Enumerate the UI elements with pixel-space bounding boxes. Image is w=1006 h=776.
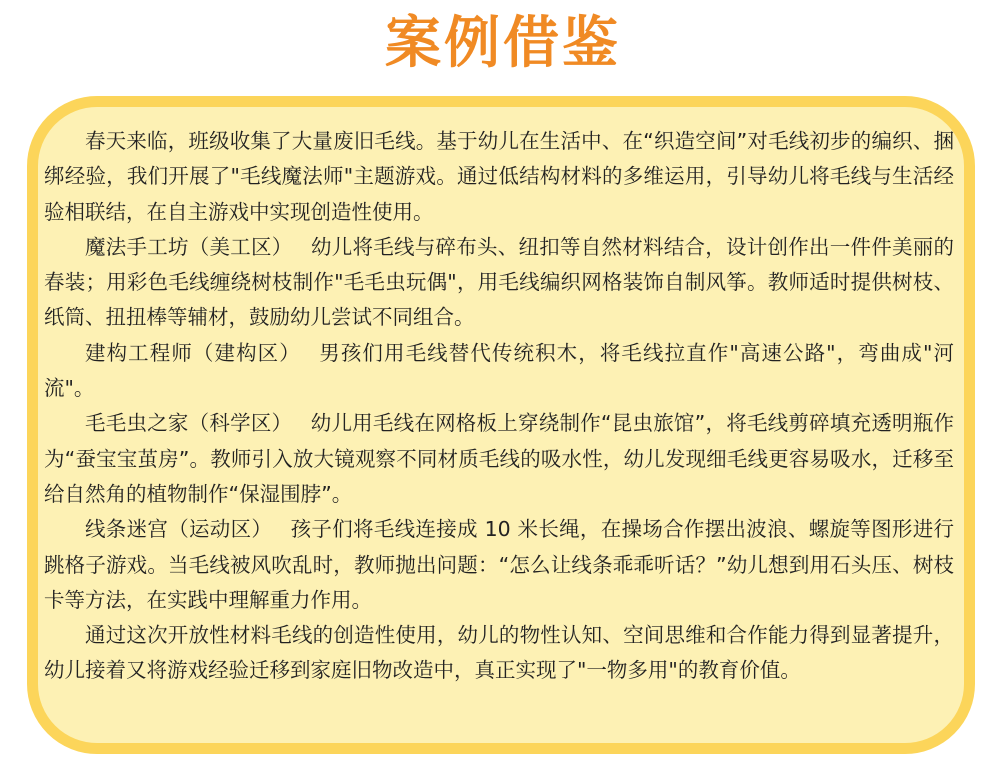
paragraph-art-area-heading: 魔法手工坊（美工区） [85, 234, 293, 259]
paragraph-science-area-heading: 毛毛虫之家（科学区） [85, 411, 293, 436]
paragraph-conclusion-text: 通过这次开放性材料毛线的创造性使用，幼儿的物性认知、空间思维和合作能力得到显著提升，幼儿接着又将游戏经验迁移到家庭旧物改造中，真正实现了"一物多用"的教育价值。 [44, 623, 954, 683]
paragraph-intro [44, 124, 954, 230]
paragraph-sports-area-heading: 线条迷宫（运动区） [85, 517, 273, 542]
paragraph-construction-area-text: 男孩们用毛线替代传统积木，将毛线拉直作"高速公路"，弯曲成"河流"。 [44, 340, 955, 401]
paragraph-sports-area-text: 孩子们将毛线连接成 10 米长绳，在操场合作摆出波浪、螺旋等图形进行跳格子游戏。当毛线被风吹乱时，教师抛出问题：“怎么让线条乖乖听话？”幼儿想到用石头压、树枝卡等方法，在实践中理解重力作用。 [44, 517, 954, 612]
paragraph-art-area [44, 230, 954, 336]
paragraph-art-area-text: 幼儿将毛线与碎布头、纽扣等自然材料结合，设计创作出一件件美丽的春装；用彩色毛线缠绕树枝制作"毛毛虫玩偶"，用毛线编织网格装饰自制风筝。教师适时提供树枝、纸筒、扭扭棒等辅材，鼓励幼儿尝试不同组合。 [44, 234, 954, 330]
paragraph-construction-area-heading: 建构工程师（建构区） [85, 340, 301, 365]
paragraph-science-area-text: 幼儿用毛线在网格板上穿绕制作“昆虫旅馆”，将毛线剪碎填充透明瓶作为“蚕宝宝茧房”。教师引入放大镜观察不同材质毛线的吸水性，幼儿发现细毛线更容易吸水，迁移至给自然角的植物制作“保湿围脖”。 [44, 411, 954, 506]
paragraph-science-area [44, 406, 954, 512]
paragraph-conclusion [44, 618, 954, 689]
page-title: 案例借鉴 [385, 11, 621, 76]
paragraph-sports-area [44, 512, 954, 618]
paragraph-intro-text: 春天来临，班级收集了大量废旧毛线。基于幼儿在生活中、在“织造空间”对毛线初步的编织、捆绑经验，我们开展了"毛线魔法师"主题游戏。通过低结构材料的多维运用，引导幼儿将毛线与生活经验相联结，在自主游戏中实现创造性使用。 [44, 129, 954, 224]
paragraph-construction-area [44, 336, 954, 407]
case-text [44, 124, 954, 689]
